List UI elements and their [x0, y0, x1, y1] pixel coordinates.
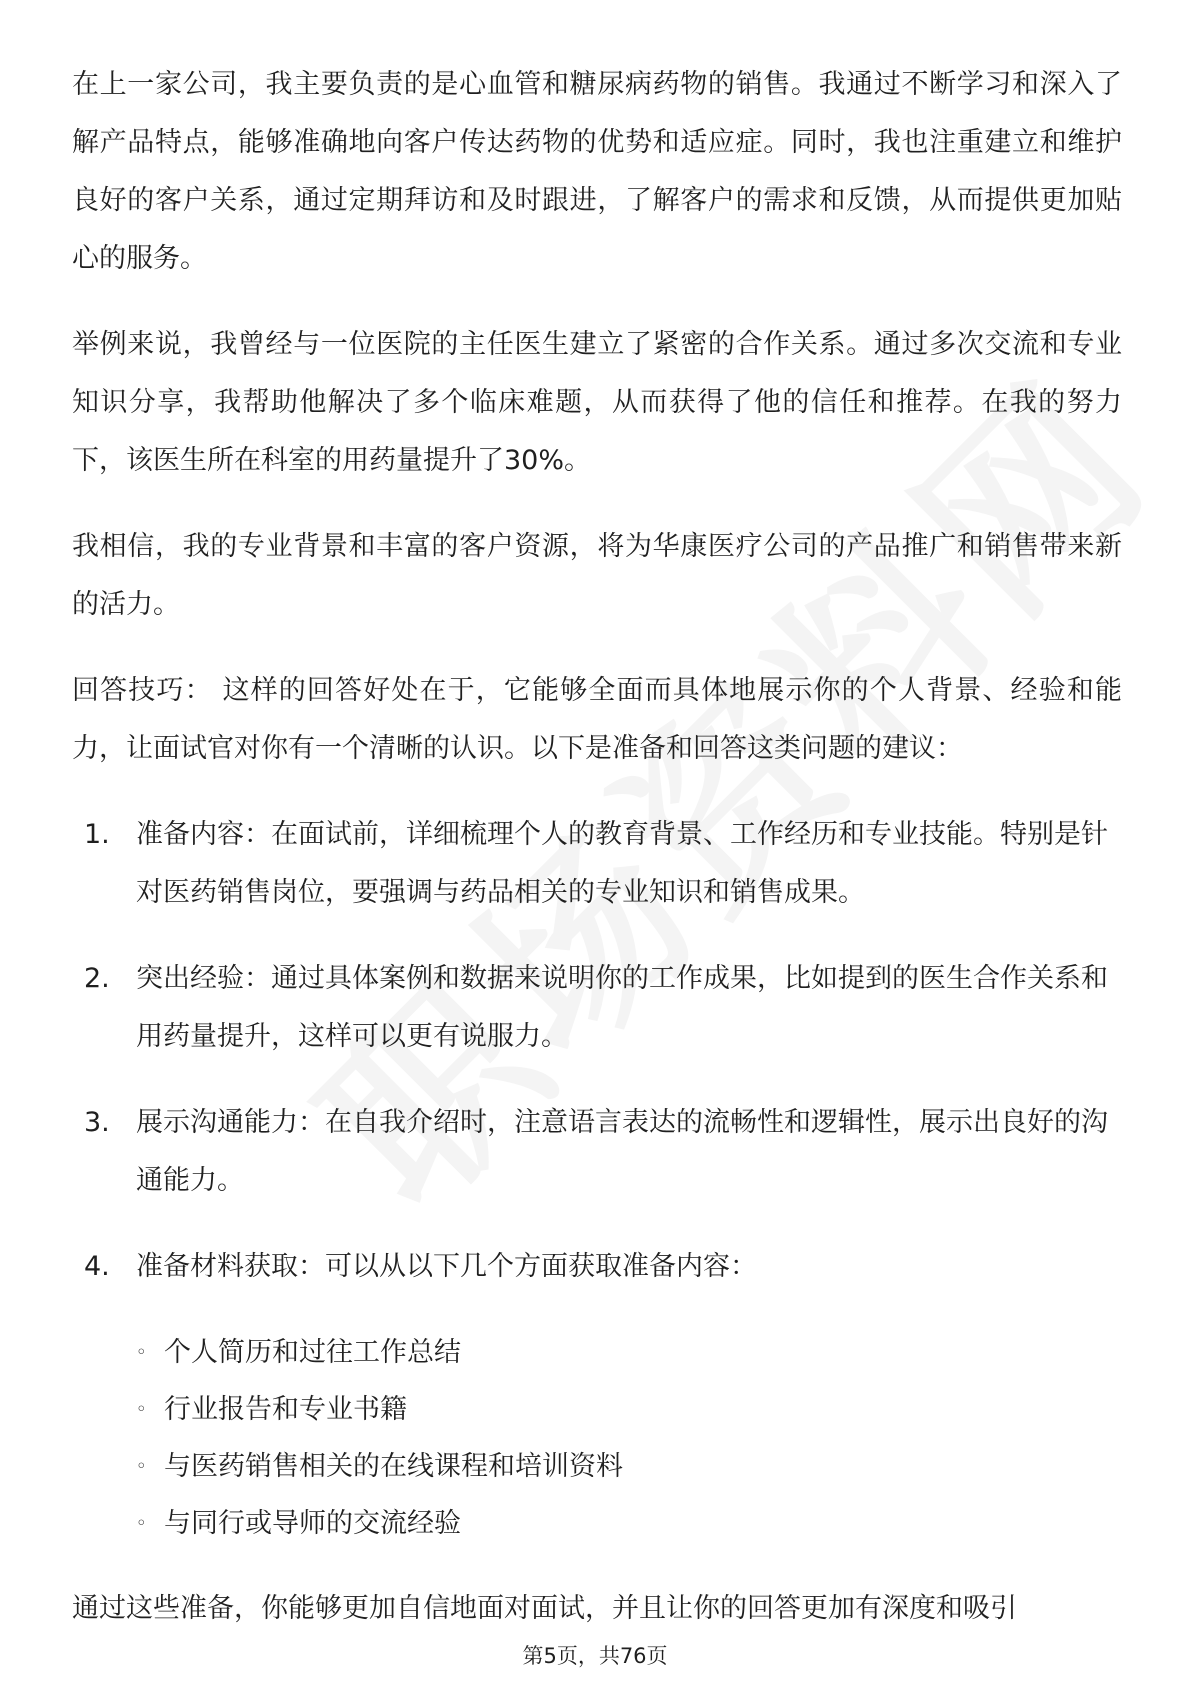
list-number: 2. — [84, 963, 110, 994]
list-item — [84, 1238, 1122, 1552]
list-item-text: 个人简历和过往工作总结 — [164, 1337, 461, 1368]
list-item-text: 准备材料获取：可以从以下几个方面获取准备内容： — [136, 1251, 757, 1282]
list-item-text: 与同行或导师的交流经验 — [164, 1508, 461, 1539]
page-footer: 第5页，共76页 — [522, 1644, 668, 1668]
list-item — [84, 806, 1122, 922]
bullet-icon: ◦ — [136, 1342, 147, 1363]
paragraph-closing: 通过这些准备，你能够更加自信地面对面试，并且让你的回答更加有深度和吸引 — [72, 1593, 1017, 1624]
tips-list — [72, 806, 1122, 1552]
paragraph-belief: 我相信，我的专业背景和丰富的客户资源，将为华康医疗公司的产品推广和销售带来新的活力。 — [72, 531, 1122, 620]
list-item — [136, 1495, 1122, 1552]
bullet-icon: ◦ — [136, 1456, 147, 1477]
list-item-text: 突出经验：通过具体案例和数据来说明你的工作成果，比如提到的医生合作关系和用药量提升，这样可以更有说服力。 — [136, 963, 1108, 1052]
list-item — [84, 1094, 1122, 1210]
list-number: 4. — [84, 1251, 110, 1282]
list-number: 3. — [84, 1107, 110, 1138]
list-item — [84, 950, 1122, 1066]
list-item — [136, 1381, 1122, 1438]
sources-list — [136, 1324, 1122, 1552]
list-item — [136, 1438, 1122, 1495]
page-content — [72, 56, 1122, 1666]
list-item-text: 行业报告和专业书籍 — [164, 1394, 407, 1425]
list-item — [136, 1324, 1122, 1381]
paragraph-answer-tips: 回答技巧： 这样的回答好处在于，它能够全面而具体地展示你的个人背景、经验和能力，让面试官对你有一个清晰的认识。以下是准备和回答这类问题的建议： — [72, 675, 1122, 764]
list-item-text: 与医药销售相关的在线课程和培训资料 — [164, 1451, 623, 1482]
bullet-icon: ◦ — [136, 1399, 147, 1420]
paragraph-experience: 在上一家公司，我主要负责的是心血管和糖尿病药物的销售。我通过不断学习和深入了解产品特点，能够准确地向客户传达药物的优势和适应症。同时，我也注重建立和维护良好的客户关系，通过定期拜访和及时跟进，了解客户的需求和反馈，从而提供更加贴心的服务。 — [72, 69, 1122, 274]
list-item-text: 准备内容：在面试前，详细梳理个人的教育背景、工作经历和专业技能。特别是针对医药销售岗位，要强调与药品相关的专业知识和销售成果。 — [136, 819, 1108, 908]
list-number: 1. — [84, 819, 110, 850]
paragraph-example: 举例来说，我曾经与一位医院的主任医生建立了紧密的合作关系。通过多次交流和专业知识分享，我帮助他解决了多个临床难题，从而获得了他的信任和推荐。在我的努力下，该医生所在科室的用药量提升了30%。 — [72, 329, 1122, 476]
list-item-text: 展示沟通能力：在自我介绍时，注意语言表达的流畅性和逻辑性，展示出良好的沟通能力。 — [136, 1107, 1108, 1196]
bullet-icon: ◦ — [136, 1513, 147, 1534]
